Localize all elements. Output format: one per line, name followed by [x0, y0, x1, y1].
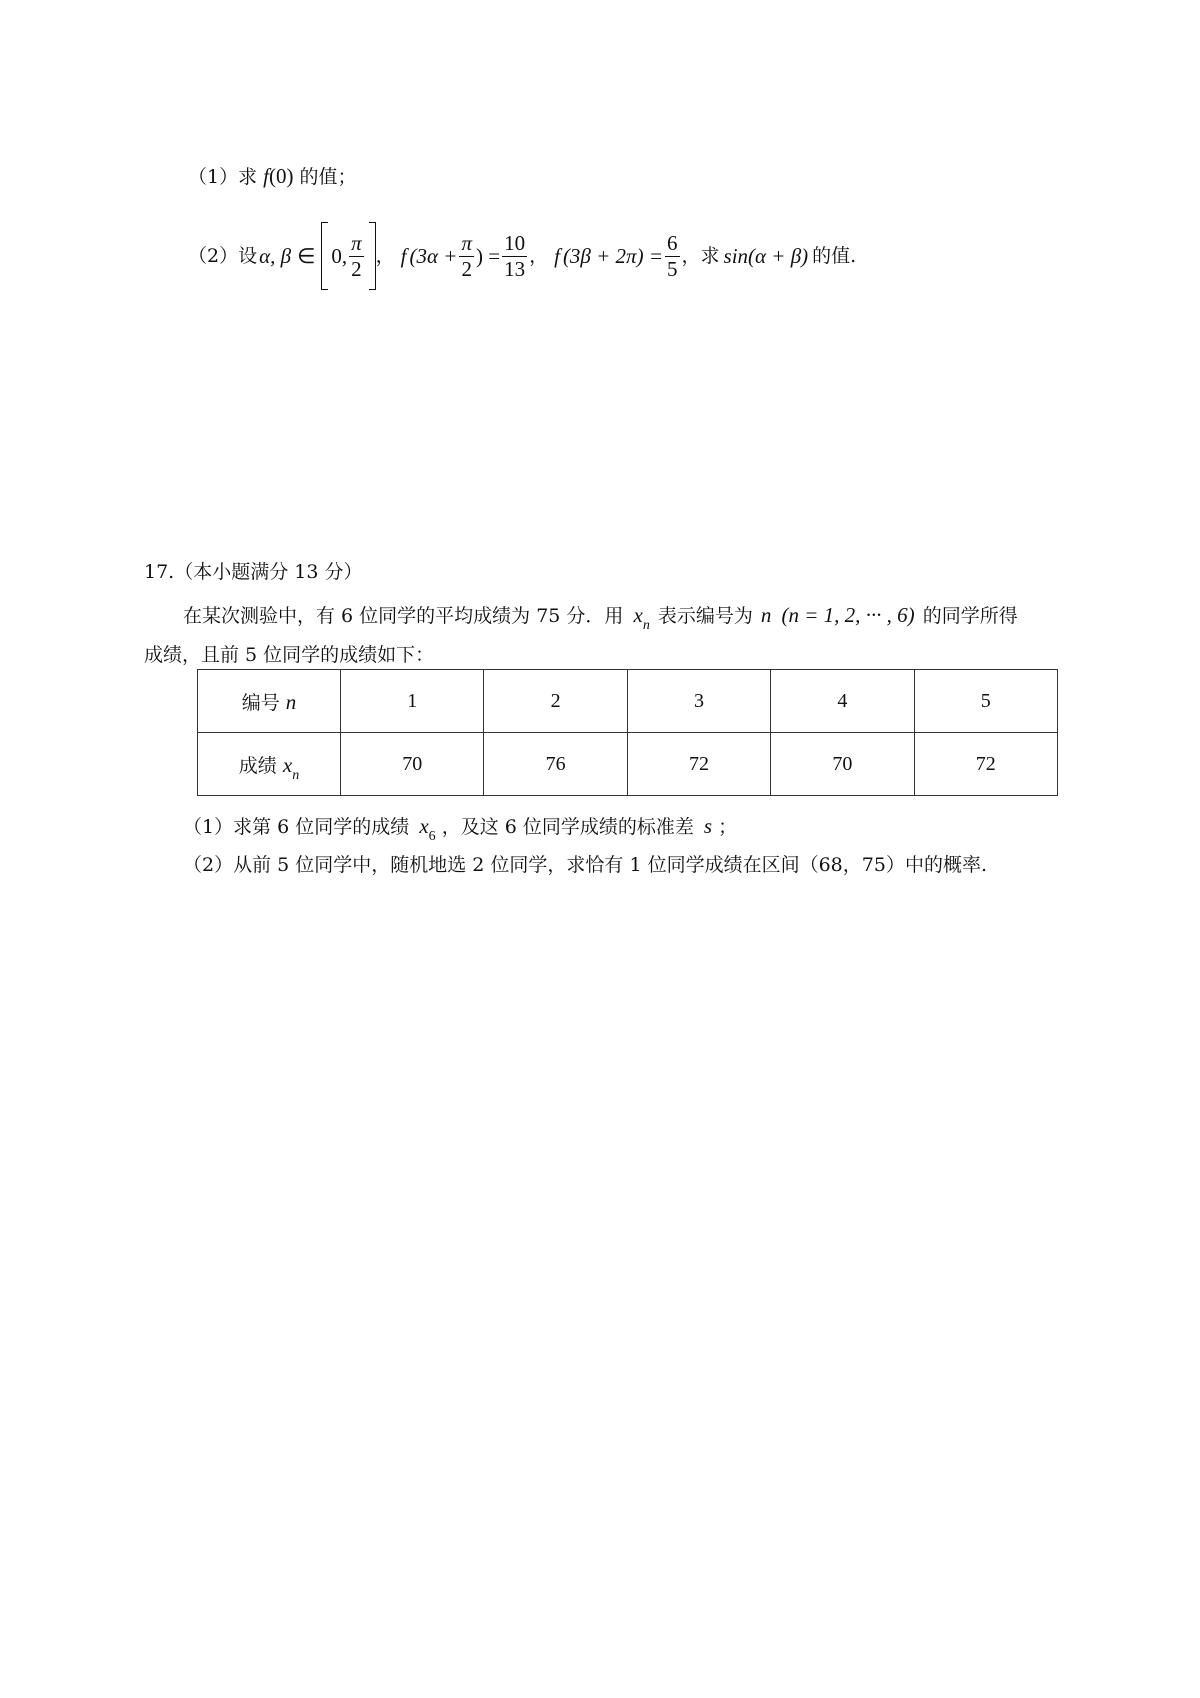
cond1-arg: (3α + [409, 243, 458, 268]
cond2-den: 5 [667, 256, 678, 281]
cond2-arg: (3β + 2π) = [562, 243, 663, 268]
interval-bracket [321, 222, 375, 290]
table-cell-score [914, 733, 1057, 796]
id-3: 3 [693, 689, 704, 712]
sub1-s: s [703, 814, 713, 838]
intro-text-c: 的同学所得 [922, 605, 1018, 627]
table-row-scores [198, 733, 1058, 796]
id-4: 4 [837, 689, 848, 712]
table-header-score-label: 成绩 [238, 754, 277, 777]
question-17-sub-1 [183, 814, 738, 844]
table-cell-id [914, 670, 1057, 733]
table-cell-score [341, 733, 484, 796]
cond2-func: f [554, 243, 560, 268]
intro-x-sub: n [642, 618, 650, 633]
part1-func: f [263, 164, 269, 188]
score-table [197, 669, 1058, 796]
cond1-den: 13 [504, 256, 526, 281]
cond1-fraction [502, 231, 527, 280]
comma-1: ， [375, 244, 395, 267]
question-17-intro-line-1 [183, 603, 1018, 633]
score-5: 72 [975, 752, 996, 775]
table-cell-score [627, 733, 770, 796]
right-bracket [369, 222, 376, 290]
target-expr: sin(α + β) [723, 243, 809, 268]
intro-text-a: 在某次测验中，有 6 位同学的平均成绩为 75 分．用 [183, 605, 624, 627]
table-cell-id [341, 670, 484, 733]
interval-left: 0, [331, 243, 348, 268]
cond1-close: ) = [475, 243, 501, 268]
left-bracket [321, 222, 328, 290]
table-cell-score [484, 733, 627, 796]
interval-den: 2 [351, 256, 362, 281]
part1-tail: 的值； [299, 166, 357, 188]
part2-label: （2）设 [188, 244, 258, 267]
sub1-x: x [419, 814, 429, 838]
table-cell-id [771, 670, 914, 733]
intro-range: (n = 1, 2, ··· , 6) [781, 603, 915, 627]
question-17-sub-2: （2）从前 5 位同学中，随机地选 2 位同学，求恰有 1 位同学成绩在区间（68，75）中的概率. [183, 854, 987, 876]
part2-vars: α, β [259, 243, 292, 268]
part2-tail: 的值. [812, 244, 857, 267]
intro-text-b: 表示编号为 [657, 605, 753, 627]
part1-arg: (0) [268, 164, 294, 188]
interval-fraction [349, 231, 364, 280]
cond1-pi-den: 2 [461, 256, 472, 281]
intro-x: x [633, 603, 643, 627]
sub1-x-sub: 6 [428, 829, 436, 844]
sub1-text-a: （1）求第 6 位同学的成绩 [183, 816, 410, 838]
part2-in: ∈ [297, 243, 316, 268]
table-cell-score [771, 733, 914, 796]
question-17-heading: 17.（本小题满分 13 分） [144, 561, 363, 583]
sub1-text-b: ，及这 6 位同学成绩的标准差 [441, 816, 694, 838]
question-17-intro-line-2: 成绩，且前 5 位同学的成绩如下： [144, 644, 435, 666]
score-2: 76 [545, 752, 566, 775]
question-part-1 [188, 166, 357, 187]
table-header-id [198, 670, 341, 733]
cond1-pi-num: π [461, 231, 472, 256]
question-part-2 [188, 220, 856, 292]
cond2-num: 6 [667, 231, 678, 256]
table-cell-id [484, 670, 627, 733]
id-5: 5 [980, 689, 991, 712]
comma-2: ， [529, 244, 549, 267]
table-header-id-var: n [285, 689, 297, 714]
cond1-num: 10 [504, 231, 526, 256]
table-cell-id [627, 670, 770, 733]
score-1: 70 [402, 752, 423, 775]
score-4: 70 [832, 752, 853, 775]
cond2-fraction [665, 231, 680, 280]
score-3: 72 [688, 752, 709, 775]
table-header-score-sub: n [292, 767, 300, 783]
id-2: 2 [550, 689, 561, 712]
interval-num: π [351, 231, 362, 256]
comma-3: ，求 [681, 244, 720, 267]
cond1-pi-fraction [459, 231, 474, 280]
part1-label: （1）求 [188, 166, 258, 188]
intro-n: n [760, 603, 772, 627]
cond1-func: f [400, 243, 407, 268]
table-header-id-label: 编号 [241, 691, 280, 714]
table-header-score [198, 733, 341, 796]
table-row-ids [198, 670, 1058, 733]
sub1-text-c: ； [718, 816, 738, 838]
table-header-score-var: x [282, 752, 293, 777]
id-1: 1 [407, 689, 418, 712]
